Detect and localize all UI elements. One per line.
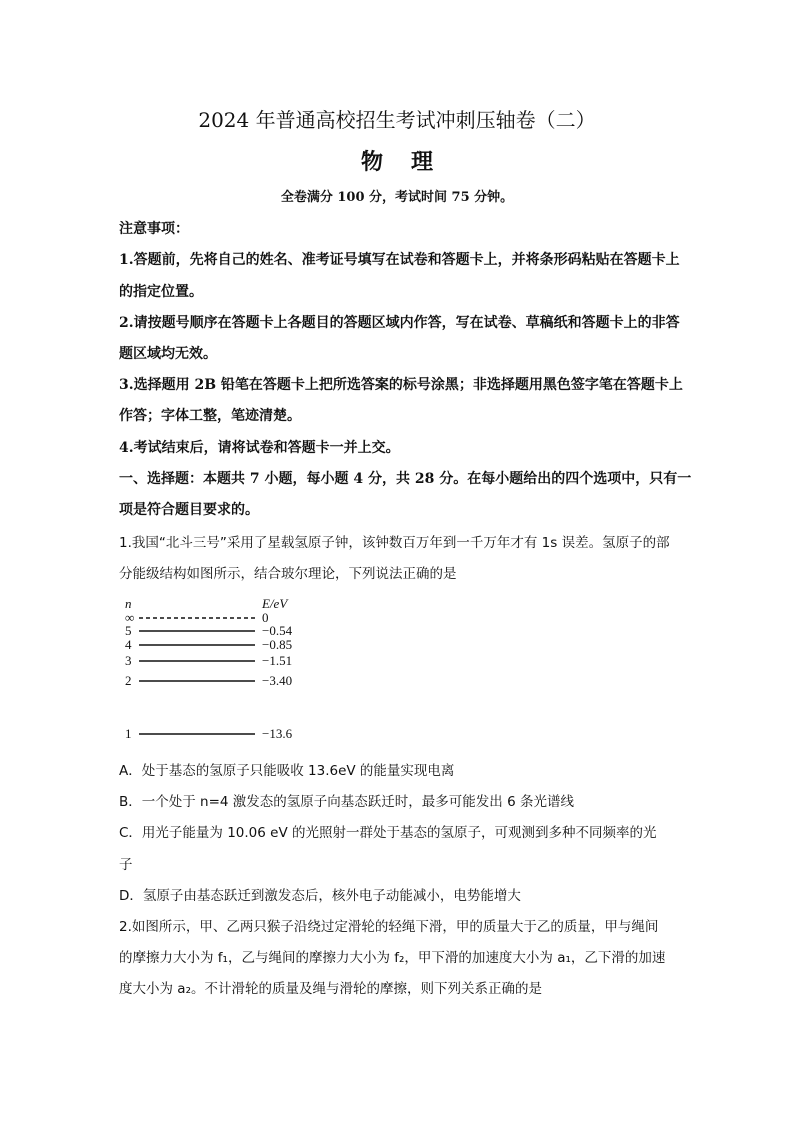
question-2-stem: 的摩擦力大小为 f₁，乙与绳间的摩擦力大小为 f₂，甲下滑的加速度大小为 a₁，乙下滑的加速 [119, 950, 666, 966]
level-n-label: 5 [125, 623, 132, 638]
subject-title: 物理 [360, 149, 461, 175]
note-line: 2.请按题号顺序在答题卡上各题目的答题区域内作答，写在试卷、草稿纸和答题卡上的非答 [119, 315, 680, 331]
question-1-option-c-cont: 子 [119, 857, 133, 873]
level-n-label: 1 [125, 726, 132, 741]
note-line: 作答；字体工整，笔迹清楚。 [119, 408, 301, 424]
question-1-option-d: D．氢原子由基态跃迁到激发态后，核外电子动能减小，电势能增大 [119, 888, 521, 904]
n-axis-label: n [125, 596, 132, 611]
question-1-stem: 1.我国“北斗三号”采用了星载氢原子钟，该钟数百万年到一千万年才有 1s 误差。氢原子的部 [119, 535, 670, 551]
note-line: 3.选择题用 2B 铅笔在答题卡上把所选答案的标号涂黑；非选择题用黑色签字笔在答题卡上 [119, 377, 683, 393]
note-line: 的指定位置。 [119, 284, 203, 300]
level-n-label: 2 [125, 673, 132, 688]
level-n-label: ∞ [125, 610, 135, 625]
energy-level-diagram [119, 592, 309, 752]
level-energy-label: −3.40 [262, 673, 293, 688]
level-n-label: 3 [125, 653, 132, 668]
level-energy-label: −1.51 [262, 653, 293, 668]
section-heading: 项是符合题目要求的。 [119, 502, 259, 518]
question-1-option-c: C．用光子能量为 10.06 eV 的光照射一群处于基态的氢原子，可观测到多种不同频率的光 [119, 825, 657, 841]
notes-heading: 注意事项： [119, 221, 189, 237]
question-2-stem: 2.如图所示，甲、乙两只猴子沿绕过定滑轮的轻绳下滑，甲的质量大于乙的质量，甲与绳间 [119, 919, 659, 935]
question-1-option-a: A．处于基态的氢原子只能吸收 13.6eV 的能量实现电离 [119, 763, 455, 779]
level-energy-label: −13.6 [262, 726, 293, 741]
level-energy-label: 0 [262, 610, 269, 625]
level-energy-label: −0.85 [262, 637, 293, 652]
question-1-stem: 分能级结构如图所示，结合玻尔理论，下列说法正确的是 [119, 566, 457, 582]
note-line: 题区域均无效。 [119, 346, 217, 362]
question-1-option-b: B．一个处于 n=4 激发态的氢原子向基态跃迁时，最多可能发出 6 条光谱线 [119, 794, 574, 810]
level-energy-label: −0.54 [262, 623, 293, 638]
section-heading: 一、选择题：本题共 7 小题，每小题 4 分，共 28 分。在每小题给出的四个选项中，只有一 [119, 471, 692, 487]
level-n-label: 4 [125, 637, 132, 652]
note-line: 1.答题前，先将自己的姓名、准考证号填写在试卷和答题卡上，并将条形码粘贴在答题卡上 [119, 252, 680, 268]
exam-info: 全卷满分 100 分，考试时间 75 分钟。 [280, 190, 514, 205]
exam-title: 2024 年普通高校招生考试冲刺压轴卷（二） [198, 108, 596, 132]
question-2-stem: 度大小为 a₂。不计滑轮的质量及绳与滑轮的摩擦，则下列关系正确的是 [119, 981, 542, 997]
energy-axis-label: E/eV [262, 596, 288, 611]
note-line: 4.考试结束后，请将试卷和答题卡一并上交。 [119, 440, 400, 456]
